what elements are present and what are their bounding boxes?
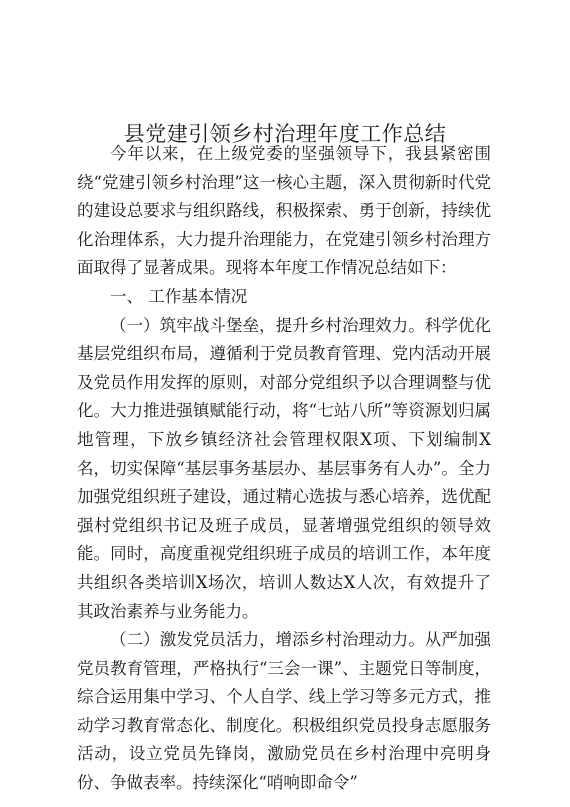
intro-paragraph: 今年以来，在上级党委的坚强领导下，我县紧密围绕“党建引领乡村治理”这一核心主题，深入贯彻新时代党的建设总要求与组织路线，积极探索、勇于创新，持续优化治理体系，大力提升治理能力，在党建引领乡村治理方面取得了显著成果。现将本年度工作情况总结如下： [77,144,491,278]
document-body [77,140,491,798]
subsection-paragraph-1: （一）筑牢战斗堡垒，提升乡村治理效力。科学优化基层党组织布局，遵循利于党员教育管理、党内活动开展及党员作用发挥的原则，对部分党组织予以合理调整与优化。大力推进强镇赋能行动，将“七站八所”等资源划归属地管理，下放乡镇经济社会管理权限X项、下划编制X名，切实保障“基层事务基层办、基层事务有人办”。全力加强党组织班子建设，通过精心选拔与悉心培养，选优配强村党组织书记及班子成员，显著增强党组织的领导效能。同时，高度重视党组织班子成员的培训工作，本年度共组织各类培训X场次，培训人数达X人次，有效提升了其政治素养与业务能力。 [77,315,491,621]
section-heading: 一、 工作基本情况 [110,286,248,306]
document-title: 县党建引领乡村治理年度工作总结 [123,122,447,147]
subsection-paragraph-2: （二）激发党员活力，增添乡村治理动力。从严加强党员教育管理，严格执行“三会一课”、主题党日等制度，综合运用集中学习、个人自学、线上学习等多元方式，推动学习教育常态化、制度化。积极组织党员投身志愿服务活动，设立党员先锋岗，激励党员在乡村治理中亮明身份、争做表率。持续深化“哨响即命令” [77,630,491,793]
